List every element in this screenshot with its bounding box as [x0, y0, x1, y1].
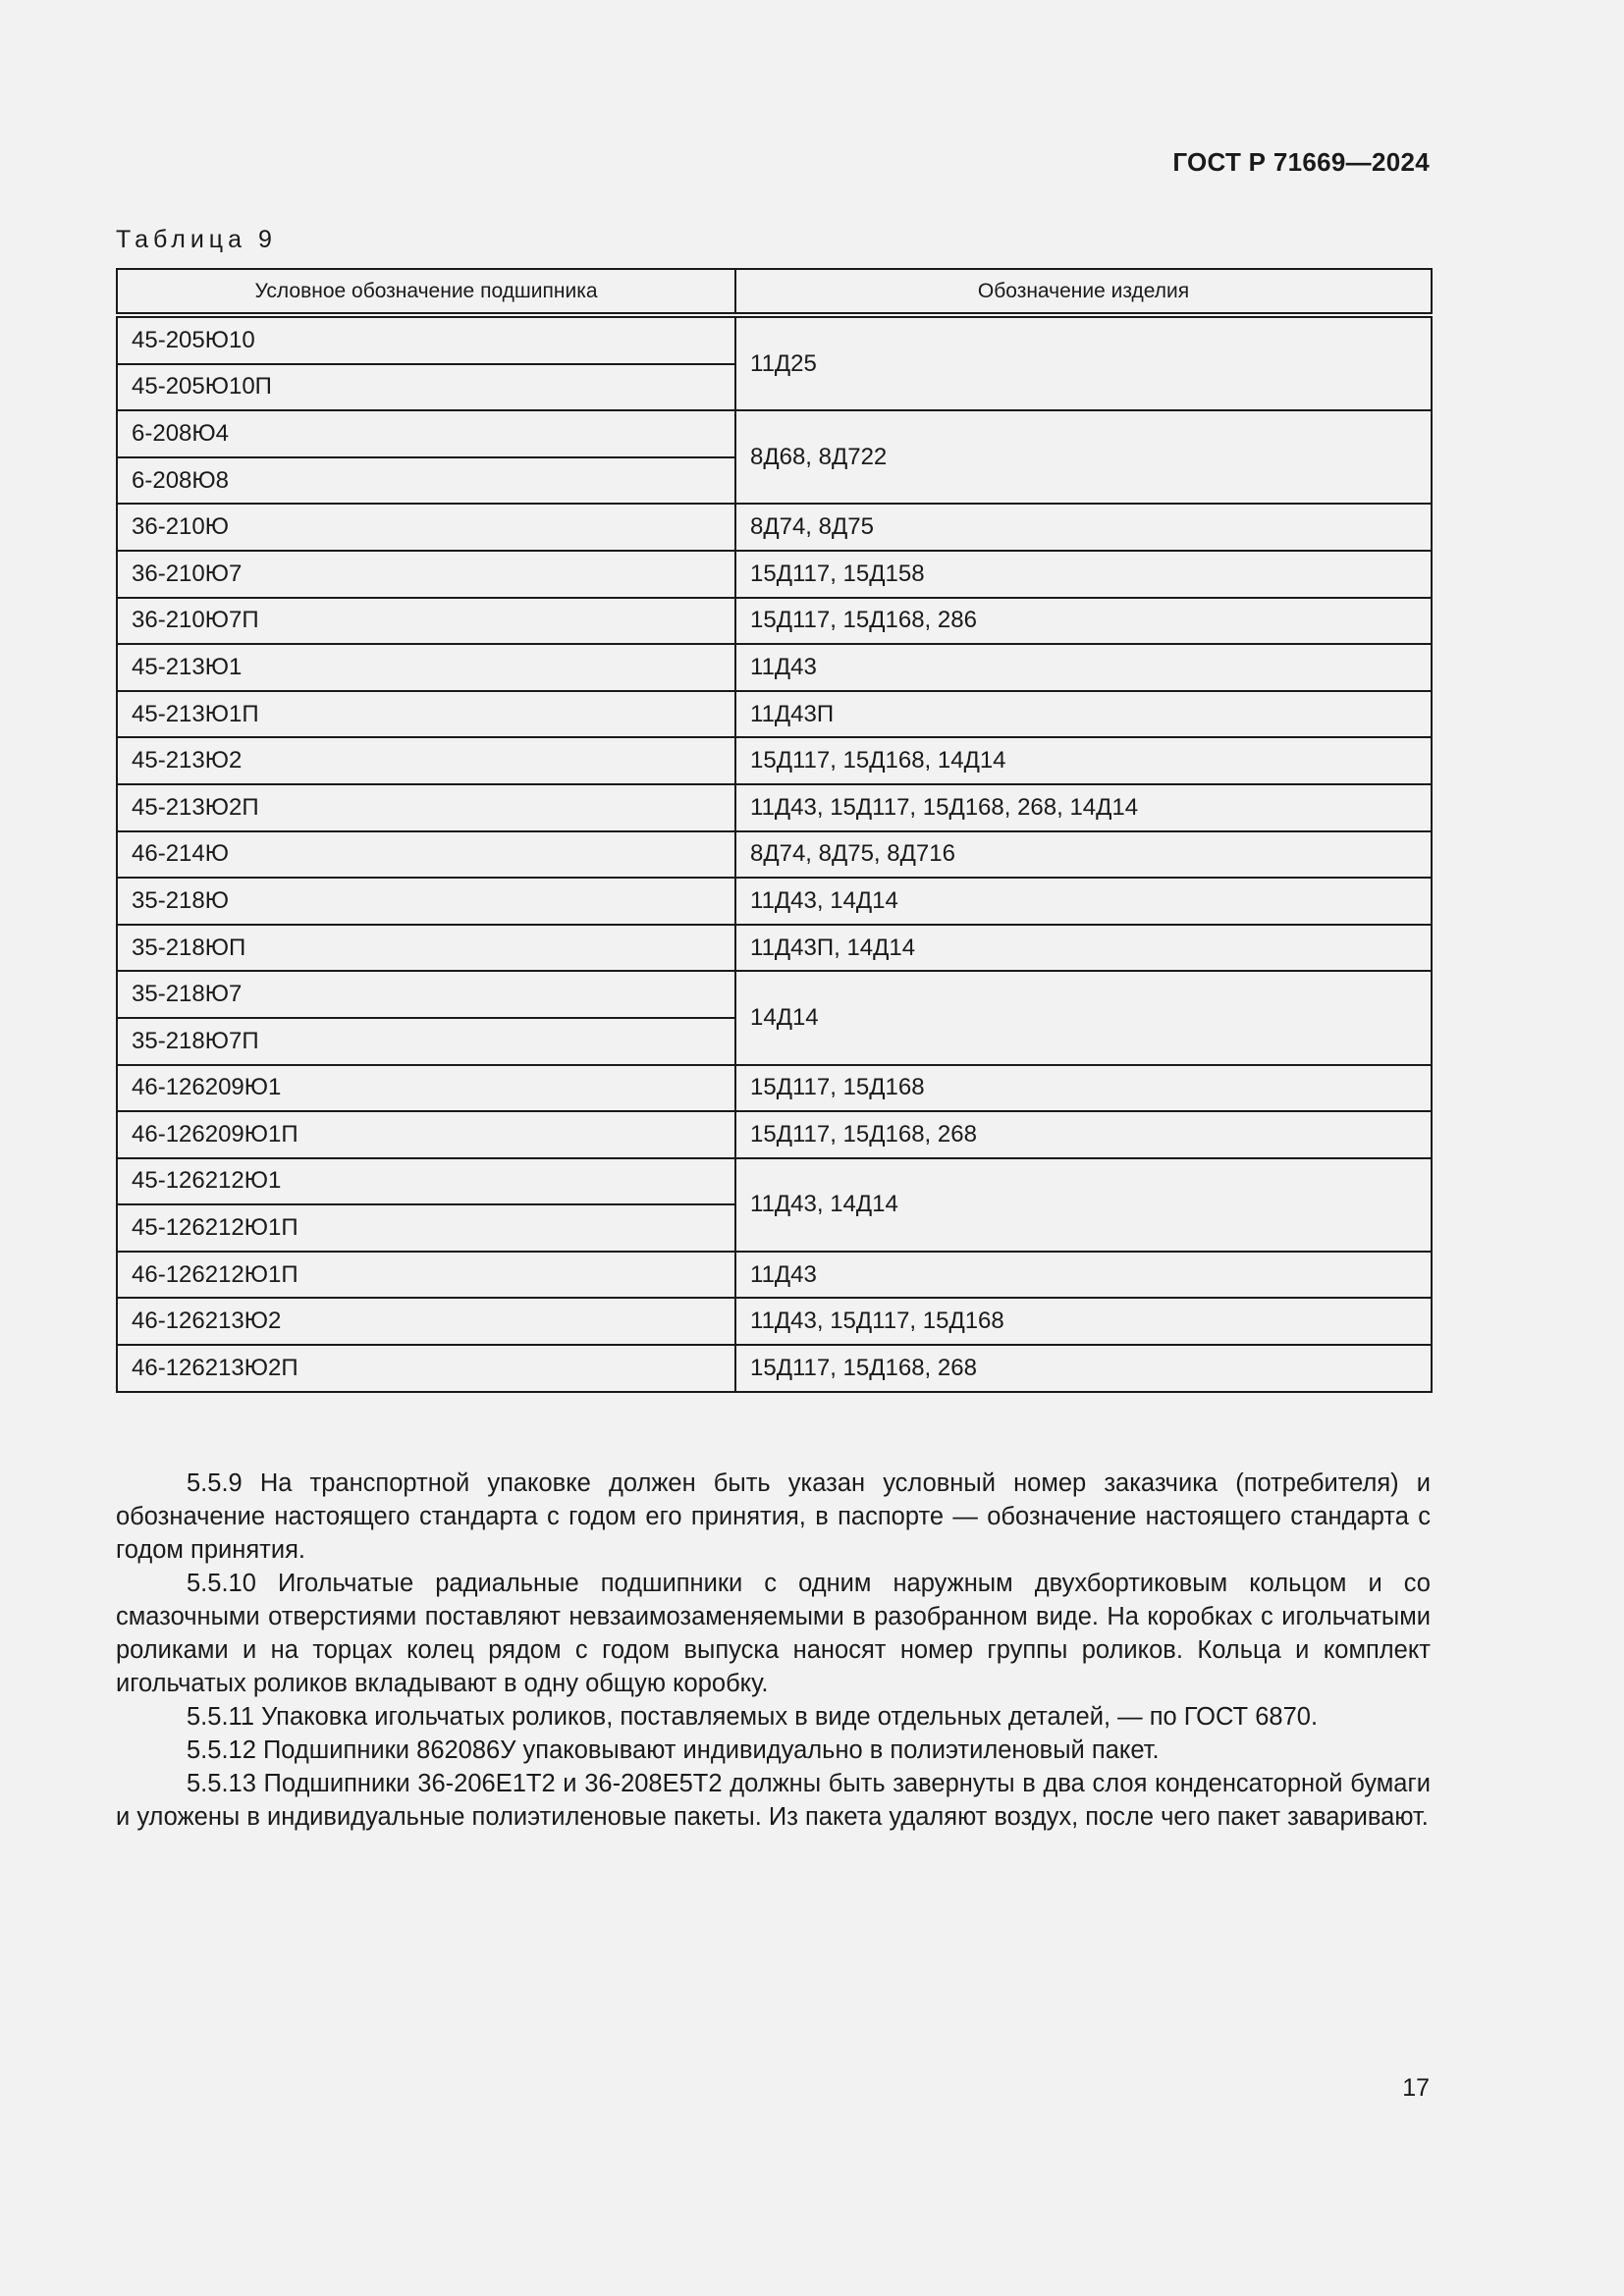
product-designation-cell: 11Д43, 14Д14 [735, 1158, 1432, 1252]
bearing-designation-cell: 35-218Ю7П [117, 1018, 735, 1065]
document-code: ГОСТ Р 71669—2024 [1172, 147, 1430, 177]
table-row [117, 925, 1432, 972]
table-row [117, 1158, 1432, 1205]
bearing-designation-cell: 45-205Ю10 [117, 315, 735, 364]
product-designation-cell: 8Д74, 8Д75, 8Д716 [735, 831, 1432, 879]
product-designation-cell: 15Д117, 15Д168, 268 [735, 1111, 1432, 1158]
product-designation-cell: 11Д43, 15Д117, 15Д168 [735, 1298, 1432, 1345]
bearing-designation-cell: 36-210Ю [117, 504, 735, 551]
paragraph-5-5-9: 5.5.9 На транспортной упаковке должен быть указан условный номер заказчика (потребителя) и обозначение настоящего стандарта с годом его принятия, в паспорте — обозначение настоящего стандарта с годом принятия. [116, 1469, 1431, 1564]
table-caption: Таблица 9 [116, 226, 277, 253]
table-body [117, 315, 1432, 1392]
product-designation-cell: 15Д117, 15Д158 [735, 551, 1432, 598]
table-row [117, 784, 1432, 831]
table-row [117, 1252, 1432, 1299]
product-designation-cell: 11Д43П, 14Д14 [735, 925, 1432, 972]
column-header-bearing: Условное обозначение подшипника [117, 269, 735, 315]
table-row [117, 1345, 1432, 1392]
bearing-designation-cell: 46-126213Ю2 [117, 1298, 735, 1345]
table-header-row [117, 269, 1432, 315]
product-designation-cell: 11Д43, 14Д14 [735, 878, 1432, 925]
bearing-designation-cell: 46-126209Ю1П [117, 1111, 735, 1158]
table-row [117, 971, 1432, 1018]
bearing-designation-cell: 35-218Ю [117, 878, 735, 925]
paragraph-5-5-11: 5.5.11 Упаковка игольчатых роликов, поставляемых в виде отдельных деталей, — по ГОСТ 6870. [187, 1703, 1319, 1731]
page-number: 17 [1402, 2074, 1430, 2102]
table-row [117, 737, 1432, 784]
product-designation-cell: 14Д14 [735, 971, 1432, 1064]
bearing-designation-cell: 35-218Ю7 [117, 971, 735, 1018]
table-row [117, 598, 1432, 645]
bearing-designation-cell: 45-213Ю1П [117, 691, 735, 738]
bearing-designation-cell: 36-210Ю7П [117, 598, 735, 645]
table-row [117, 315, 1432, 364]
paragraph-5-5-13: 5.5.13 Подшипники 36-206Е1Т2 и 36-208Е5Т2 должны быть завернуты в два слоя конденсаторной бумаги и уложены в индивидуальные полиэтиленовые пакеты. Из пакета удаляют воздух, после чего пакет заваривают. [116, 1770, 1431, 1831]
table-row [117, 878, 1432, 925]
bearing-designation-cell: 45-213Ю2П [117, 784, 735, 831]
product-designation-cell: 15Д117, 15Д168, 14Д14 [735, 737, 1432, 784]
product-designation-cell: 8Д74, 8Д75 [735, 504, 1432, 551]
product-designation-cell: 11Д25 [735, 315, 1432, 410]
table-row [117, 691, 1432, 738]
column-header-product: Обозначение изделия [735, 269, 1432, 315]
paragraph-5-5-10: 5.5.10 Игольчатые радиальные подшипники с одним наружным двухбортиковым кольцом и со смазочными отверстиями поставляют невзаимозаменяемыми в разобранном виде. На коробках с игольчатыми роликами и на торцах колец рядом с годом выпуска наносят номер группы роликов. Кольца и комплект игольчатых роликов вкладывают в одну общую коробку. [116, 1570, 1431, 1697]
bearing-designation-cell: 45-126212Ю1 [117, 1158, 735, 1205]
table-row [117, 504, 1432, 551]
product-designation-cell: 15Д117, 15Д168, 268 [735, 1345, 1432, 1392]
table-row [117, 551, 1432, 598]
bearing-designation-cell: 45-205Ю10П [117, 364, 735, 411]
body-text [116, 1467, 1431, 1834]
bearing-designation-cell: 6-208Ю4 [117, 410, 735, 457]
product-designation-cell: 15Д117, 15Д168, 286 [735, 598, 1432, 645]
bearing-designation-cell: 45-126212Ю1П [117, 1204, 735, 1252]
product-designation-cell: 11Д43П [735, 691, 1432, 738]
table-row [117, 1111, 1432, 1158]
table-row [117, 1065, 1432, 1112]
bearing-designation-cell: 45-213Ю1 [117, 644, 735, 691]
bearing-designation-cell: 46-126209Ю1 [117, 1065, 735, 1112]
bearing-designation-cell: 46-126212Ю1П [117, 1252, 735, 1299]
bearing-designation-table [116, 268, 1433, 1393]
paragraph-5-5-12: 5.5.12 Подшипники 862086У упаковывают индивидуально в полиэтиленовый пакет. [187, 1736, 1160, 1764]
product-designation-cell: 8Д68, 8Д722 [735, 410, 1432, 504]
table-row [117, 1298, 1432, 1345]
bearing-designation-cell: 45-213Ю2 [117, 737, 735, 784]
product-designation-cell: 11Д43 [735, 644, 1432, 691]
table-row [117, 410, 1432, 457]
table-row [117, 831, 1432, 879]
bearing-designation-cell: 46-126213Ю2П [117, 1345, 735, 1392]
bearing-designation-cell: 46-214Ю [117, 831, 735, 879]
bearing-designation-cell: 6-208Ю8 [117, 457, 735, 505]
product-designation-cell: 15Д117, 15Д168 [735, 1065, 1432, 1112]
product-designation-cell: 11Д43, 15Д117, 15Д168, 268, 14Д14 [735, 784, 1432, 831]
product-designation-cell: 11Д43 [735, 1252, 1432, 1299]
table-row [117, 644, 1432, 691]
bearing-designation-cell: 36-210Ю7 [117, 551, 735, 598]
bearing-designation-cell: 35-218ЮП [117, 925, 735, 972]
